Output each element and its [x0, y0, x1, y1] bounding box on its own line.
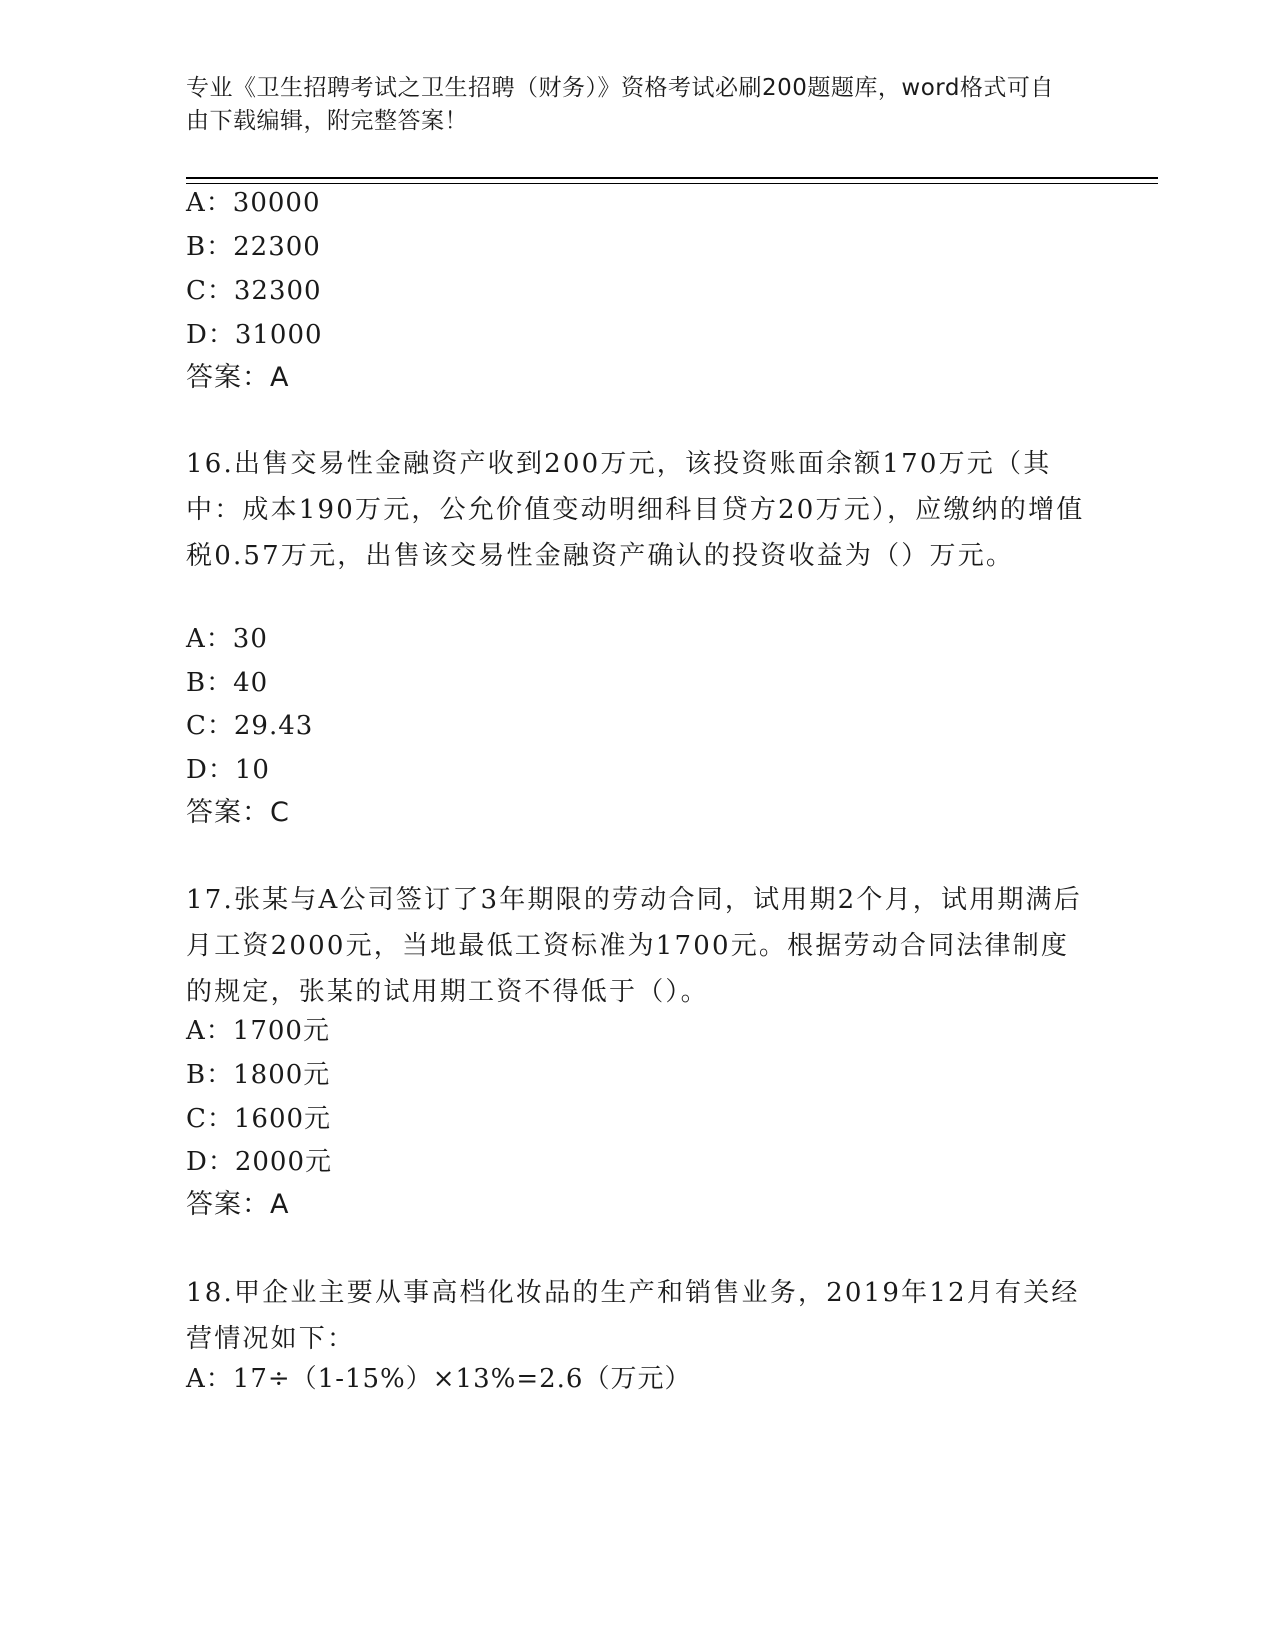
document-header: 专业《卫生招聘考试之卫生招聘（财务）》资格考试必刷200题题库，word格式可自由下载编辑，附完整答案！	[186, 75, 1054, 134]
q16-option-b: B：40	[186, 668, 269, 698]
q16-answer: 答案：C	[186, 797, 290, 828]
q15-option-a: A：30000	[186, 188, 321, 218]
q17-answer: 答案：A	[186, 1189, 290, 1220]
q16-option-c: C：29.43	[186, 711, 314, 741]
q17-question: 17.张某与A公司签订了3年期限的劳动合同，试用期2个月，试用期满后月工资2000元，当地最低工资标准为1700元。根据劳动合同法律制度的规定，张某的试用期工资不得低于（）。	[186, 885, 1083, 1007]
q17-option-b: B：1800元	[186, 1060, 331, 1090]
q16-option-d: D：10	[186, 755, 270, 785]
q17-option-d: D：2000元	[186, 1147, 333, 1177]
q18-question: 18.甲企业主要从事高档化妆品的生产和销售业务，2019年12月有关经营情况如下：	[186, 1278, 1080, 1354]
q15-option-d: D：31000	[186, 320, 323, 350]
q16-question: 16.出售交易性金融资产收到200万元，该投资账面余额170万元（其中：成本190万元，公允价值变动明细科目贷方20万元），应缴纳的增值税0.57万元，出售该交易性金融资产确认的投资收益为（）万元。	[186, 449, 1085, 571]
q15-answer: 答案：A	[186, 362, 290, 393]
q18-option-a: A：17÷（1-15%）×13%=2.6（万元）	[186, 1364, 692, 1394]
header-divider-thick	[186, 177, 1158, 179]
q15-option-b: B：22300	[186, 232, 321, 262]
q15-option-c: C：32300	[186, 276, 322, 306]
q16-option-a: A：30	[186, 624, 268, 654]
q17-option-c: C：1600元	[186, 1104, 332, 1134]
header-divider-thin	[186, 183, 1158, 184]
q17-option-a: A：1700元	[186, 1016, 330, 1046]
